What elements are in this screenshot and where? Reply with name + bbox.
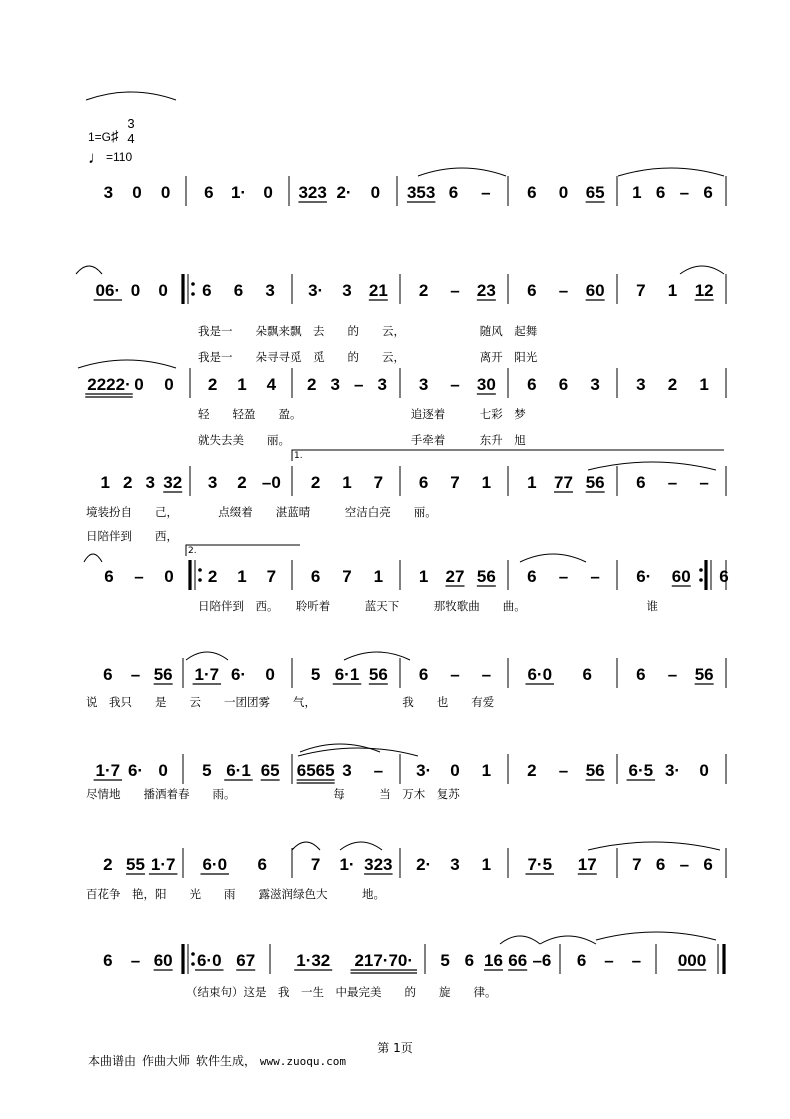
jianpu-note: 0 bbox=[699, 761, 709, 780]
jianpu-note: 3 bbox=[103, 183, 114, 202]
jianpu-note: 0 bbox=[164, 567, 174, 586]
score-system bbox=[85, 368, 726, 447]
jianpu-note: 0 bbox=[158, 761, 168, 780]
credit-url: www.zuoqu.com bbox=[259, 1055, 346, 1068]
jianpu-note: – bbox=[558, 281, 569, 300]
jianpu-note: 1 bbox=[527, 473, 537, 492]
jianpu-note: 60 bbox=[153, 951, 173, 970]
jianpu-note: 2 bbox=[103, 855, 113, 874]
jianpu-note: 6· bbox=[127, 761, 144, 780]
jianpu-note: 0 bbox=[160, 183, 171, 202]
jianpu-note: 3 bbox=[342, 761, 352, 780]
jianpu-note: 1·7 bbox=[194, 665, 220, 684]
jianpu-note: 60 bbox=[585, 281, 605, 300]
jianpu-note: – bbox=[450, 665, 460, 684]
jianpu-note: 6 bbox=[655, 855, 666, 874]
jianpu-note: 5 bbox=[440, 951, 450, 970]
jianpu-note: 56 bbox=[694, 665, 714, 684]
credit-part-a: 本曲谱由 bbox=[88, 1054, 137, 1068]
jianpu-note: 1 bbox=[481, 855, 492, 874]
slur-arc bbox=[680, 266, 724, 274]
jianpu-note: 1·32 bbox=[296, 951, 331, 970]
jianpu-note: 3 bbox=[418, 375, 429, 394]
page-number: 第 1页 bbox=[377, 1041, 413, 1055]
jianpu-note: 6 bbox=[527, 567, 537, 586]
jianpu-note: 6 bbox=[636, 473, 646, 492]
jianpu-note: 12 bbox=[694, 281, 714, 300]
volta-first bbox=[292, 450, 724, 461]
jianpu-note: – bbox=[631, 951, 642, 970]
jianpu-note: 0 bbox=[130, 281, 141, 300]
slur-arc bbox=[78, 360, 176, 368]
jianpu-note: 1 bbox=[342, 473, 352, 492]
jianpu-note: 6 bbox=[703, 183, 713, 202]
jianpu-note: 2 bbox=[527, 761, 537, 780]
repeat-dot bbox=[191, 292, 195, 296]
jianpu-note: – bbox=[558, 567, 569, 586]
jianpu-note: – bbox=[558, 761, 569, 780]
jianpu-note: – bbox=[667, 473, 678, 492]
lyric-line: 轻 轻盈 盈。 追逐着 七彩 梦 bbox=[198, 407, 526, 421]
jianpu-note: 1 bbox=[699, 375, 709, 394]
jianpu-note: 7 bbox=[310, 855, 321, 874]
slur-arc bbox=[86, 92, 176, 100]
jianpu-note: 2 bbox=[207, 375, 218, 394]
jianpu-note: 7 bbox=[632, 855, 642, 874]
jianpu-note: 7 bbox=[342, 567, 352, 586]
slur-arc bbox=[292, 842, 320, 850]
jianpu-note: 7 bbox=[450, 473, 460, 492]
jianpu-note: 1 bbox=[667, 281, 678, 300]
jianpu-note: 0 bbox=[370, 183, 381, 202]
jianpu-note: 3 bbox=[330, 375, 340, 394]
slur-arc bbox=[618, 168, 724, 176]
jianpu-note: 6·0 bbox=[527, 665, 553, 684]
slur-arc bbox=[588, 462, 716, 470]
repeat-dot bbox=[198, 578, 202, 582]
jianpu-note: 27 bbox=[445, 567, 465, 586]
jianpu-note: 56 bbox=[368, 665, 388, 684]
lyric-line: 我是一 朵寻寻觅 觅 的 云， 离开 阳光 bbox=[198, 350, 538, 364]
jianpu-note: 67 bbox=[236, 951, 256, 970]
jianpu-note: – bbox=[481, 665, 492, 684]
jianpu-note: 7 bbox=[266, 567, 277, 586]
jianpu-note: – bbox=[699, 473, 709, 492]
jianpu-note: 0 bbox=[164, 375, 174, 394]
repeat-dot bbox=[191, 282, 195, 286]
jianpu-note: 21 bbox=[368, 281, 388, 300]
repeat-dot bbox=[699, 568, 703, 572]
jianpu-note: 3 bbox=[377, 375, 387, 394]
jianpu-note: 1 bbox=[373, 567, 384, 586]
jianpu-note: 6 bbox=[202, 281, 212, 300]
jianpu-note: 1·7 bbox=[150, 855, 176, 874]
slur-arc bbox=[76, 266, 102, 274]
jianpu-note: 6·0 bbox=[202, 855, 228, 874]
jianpu-note: 6 bbox=[527, 281, 537, 300]
jianpu-note: 323 bbox=[298, 183, 327, 202]
jianpu-note: 3 bbox=[636, 375, 646, 394]
jianpu-note: 2· bbox=[336, 183, 352, 202]
jianpu-note: 353 bbox=[406, 183, 436, 202]
jianpu-note: 3 bbox=[207, 473, 218, 492]
jianpu-note: 1· bbox=[339, 855, 355, 874]
jianpu-note: 3· bbox=[416, 761, 432, 780]
lyric-line: 百花争 艳，阳 光 雨 露滋润绿色大 地。 bbox=[86, 887, 385, 901]
volta-first-label: 1. bbox=[294, 451, 303, 461]
lyric-line: （结束句）这是 我 一生 中最完美 的 旋 律。 bbox=[186, 985, 497, 999]
jianpu-note: 6 bbox=[104, 567, 114, 586]
jianpu-note: 55 bbox=[126, 855, 145, 874]
jianpu-note: – bbox=[604, 951, 614, 970]
jianpu-note: – bbox=[130, 951, 141, 970]
volta-second-label: 2. bbox=[188, 546, 197, 556]
jianpu-note: 2 bbox=[418, 281, 429, 300]
sharp-sign: ♯ bbox=[111, 128, 119, 145]
jianpu-note: 6 bbox=[582, 665, 592, 684]
jianpu-note: 0 bbox=[265, 665, 275, 684]
jianpu-note: 16 bbox=[484, 951, 503, 970]
lyric-line: 尽情地 播洒着春 雨。 每 当 万木 复苏 bbox=[86, 787, 460, 801]
jianpu-note: – bbox=[667, 665, 678, 684]
score-system bbox=[103, 944, 724, 999]
jianpu-note: 6 bbox=[310, 567, 321, 586]
jianpu-note: 217·70· bbox=[354, 951, 414, 970]
jianpu-note: 65 bbox=[585, 183, 605, 202]
jianpu-note: 2 bbox=[237, 473, 247, 492]
score-system bbox=[104, 176, 726, 206]
jianpu-note: 06· bbox=[95, 281, 121, 300]
jianpu-note: 2 bbox=[307, 375, 317, 394]
jianpu-note: 6 bbox=[703, 855, 713, 874]
jianpu-note: 3 bbox=[145, 473, 155, 492]
jianpu-note: 2 bbox=[310, 473, 321, 492]
jianpu-note: 6 bbox=[233, 281, 244, 300]
jianpu-note: 6· bbox=[636, 567, 652, 586]
jianpu-note: 1 bbox=[481, 473, 492, 492]
tempo-value: =110 bbox=[106, 150, 133, 164]
jianpu-note: 56 bbox=[153, 665, 173, 684]
jianpu-note: 3 bbox=[450, 855, 460, 874]
jianpu-note: 6 bbox=[103, 951, 113, 970]
slur-arc bbox=[300, 744, 380, 752]
repeat-dot bbox=[191, 962, 195, 966]
slur-arc bbox=[418, 168, 506, 176]
key-text: 1=G bbox=[88, 130, 112, 144]
jianpu-note: 1· bbox=[230, 183, 247, 202]
jianpu-note: – bbox=[481, 183, 491, 202]
jianpu-note: 6 bbox=[636, 665, 646, 684]
jianpu-note: – bbox=[354, 375, 364, 394]
jianpu-note: 1 bbox=[237, 567, 247, 586]
jianpu-note: 3 bbox=[590, 375, 600, 394]
slur-arc bbox=[340, 842, 382, 850]
slur-arc bbox=[596, 932, 716, 940]
jianpu-note: 7·5 bbox=[527, 855, 553, 874]
jianpu-note: – bbox=[450, 281, 460, 300]
jianpu-note: 6·0 bbox=[196, 951, 222, 970]
jianpu-note: 1·7 bbox=[95, 761, 121, 780]
repeat-dot bbox=[198, 568, 202, 572]
jianpu-note: 6 bbox=[204, 183, 214, 202]
jianpu-note: 323 bbox=[364, 855, 393, 874]
jianpu-note: – bbox=[679, 183, 690, 202]
jianpu-note: – bbox=[130, 665, 141, 684]
jianpu-note: 6·1 bbox=[226, 761, 251, 780]
jianpu-note: 5 bbox=[202, 761, 212, 780]
time-bottom: 4 bbox=[127, 131, 135, 146]
score-system bbox=[86, 754, 726, 801]
slur-arc bbox=[520, 554, 586, 562]
jianpu-note: – bbox=[450, 375, 460, 394]
jianpu-note: 6 bbox=[448, 183, 459, 202]
jianpu-note: 56 bbox=[585, 473, 605, 492]
jianpu-note: 000 bbox=[677, 951, 707, 970]
lyric-line: 我是一 朵飘来飘 去 的 云， 随风 起舞 bbox=[198, 324, 538, 338]
jianpu-note: – bbox=[373, 761, 384, 780]
credit-part-b: 作曲大师 bbox=[142, 1054, 191, 1068]
jianpu-note: –0 bbox=[261, 473, 281, 492]
jianpu-note: – bbox=[590, 567, 600, 586]
jianpu-note: 3· bbox=[308, 281, 324, 300]
jianpu-note: 77 bbox=[554, 473, 573, 492]
jianpu-note: 65 bbox=[260, 761, 280, 780]
score-system bbox=[86, 466, 726, 543]
jianpu-note: 2 bbox=[207, 567, 218, 586]
jianpu-note: 0 bbox=[132, 183, 142, 202]
lyric-line: 境装扮自 己， 点缀着 湛蓝晴 空洁白亮 丽。 bbox=[86, 505, 437, 519]
jianpu-note: 6·1 bbox=[334, 665, 360, 684]
jianpu-note: 56 bbox=[476, 567, 496, 586]
jianpu-note: – bbox=[679, 855, 690, 874]
jianpu-note: 5 bbox=[310, 665, 321, 684]
jianpu-note: 6 bbox=[418, 473, 429, 492]
score-system bbox=[86, 658, 726, 709]
jianpu-note: 6 bbox=[257, 855, 267, 874]
time-top: 3 bbox=[127, 116, 135, 131]
jianpu-note: –6 bbox=[532, 951, 552, 970]
score-system bbox=[104, 560, 728, 613]
slur-arc bbox=[186, 652, 228, 660]
jianpu-note: 6 bbox=[103, 665, 113, 684]
jianpu-note: 6 bbox=[527, 183, 537, 202]
repeat-dot bbox=[699, 578, 703, 582]
jianpu-note: 6565 bbox=[296, 761, 335, 780]
jianpu-note: 1 bbox=[418, 567, 429, 586]
jianpu-note: 23 bbox=[476, 281, 496, 300]
quarter-note-icon: ♩ bbox=[88, 148, 105, 167]
jianpu-note: 3 bbox=[342, 281, 352, 300]
credit-part-c: 软件生成， bbox=[196, 1054, 257, 1068]
score-system bbox=[94, 274, 726, 364]
slur-arc bbox=[588, 842, 720, 850]
jianpu-note: – bbox=[134, 567, 144, 586]
jianpu-note: 6 bbox=[418, 665, 429, 684]
jianpu-note: 60 bbox=[671, 567, 691, 586]
lyric-line: 说 我只 是 云 一团团雾 气， 我 也 有爱 bbox=[86, 695, 495, 709]
jianpu-note: 17 bbox=[577, 855, 597, 874]
jianpu-note: 0 bbox=[558, 183, 569, 202]
footer-credit bbox=[88, 1052, 346, 1069]
jianpu-note: 32 bbox=[163, 473, 183, 492]
jianpu-note: 56 bbox=[585, 761, 605, 780]
slur-arc bbox=[84, 554, 102, 562]
lyric-line: 日陪伴到 西， bbox=[86, 529, 178, 543]
jianpu-note: 2 bbox=[667, 375, 678, 394]
lyric-line: 日陪伴到 西。 聆听着 蓝天下 那牧歌曲 曲。 谁 bbox=[198, 599, 658, 613]
score-system bbox=[86, 848, 726, 901]
jianpu-note: 6 bbox=[527, 375, 537, 394]
jianpu-note: 3· bbox=[664, 761, 681, 780]
jianpu-note: 6·5 bbox=[628, 761, 654, 780]
jianpu-note: 6 bbox=[576, 951, 587, 970]
repeat-dot bbox=[191, 952, 195, 956]
jianpu-note: 6 bbox=[655, 183, 666, 202]
jianpu-note: 66 bbox=[508, 951, 528, 970]
jianpu-note: 1 bbox=[237, 375, 247, 394]
jianpu-note: 3 bbox=[265, 281, 275, 300]
jianpu-note: 6 bbox=[558, 375, 569, 394]
jianpu-note: 1 bbox=[100, 473, 110, 492]
jianpu-note: 30 bbox=[476, 375, 496, 394]
jianpu-note: 6 bbox=[464, 951, 475, 970]
jianpu-note: 7 bbox=[373, 473, 384, 492]
jianpu-note: 1 bbox=[632, 183, 642, 202]
lyric-line: 就失去美 丽。 手牵着 东升 旭 bbox=[198, 433, 526, 447]
slur-arc bbox=[540, 936, 596, 944]
jianpu-note: 2· bbox=[416, 855, 432, 874]
jianpu-note: 2 bbox=[123, 473, 133, 492]
jianpu-note: 1 bbox=[481, 761, 492, 780]
jianpu-note: 6· bbox=[230, 665, 247, 684]
jianpu-note: 4 bbox=[266, 375, 277, 394]
jianpu-note: 7 bbox=[636, 281, 646, 300]
volta-second bbox=[186, 545, 300, 556]
jianpu-note: 0 bbox=[134, 375, 144, 394]
jianpu-note: 0 bbox=[158, 281, 168, 300]
jianpu-note: 6 bbox=[719, 567, 729, 586]
slur-arc bbox=[500, 936, 540, 944]
jianpu-note: 0 bbox=[263, 183, 273, 202]
jianpu-note: 2222· bbox=[87, 375, 131, 394]
jianpu-note: 0 bbox=[450, 761, 460, 780]
